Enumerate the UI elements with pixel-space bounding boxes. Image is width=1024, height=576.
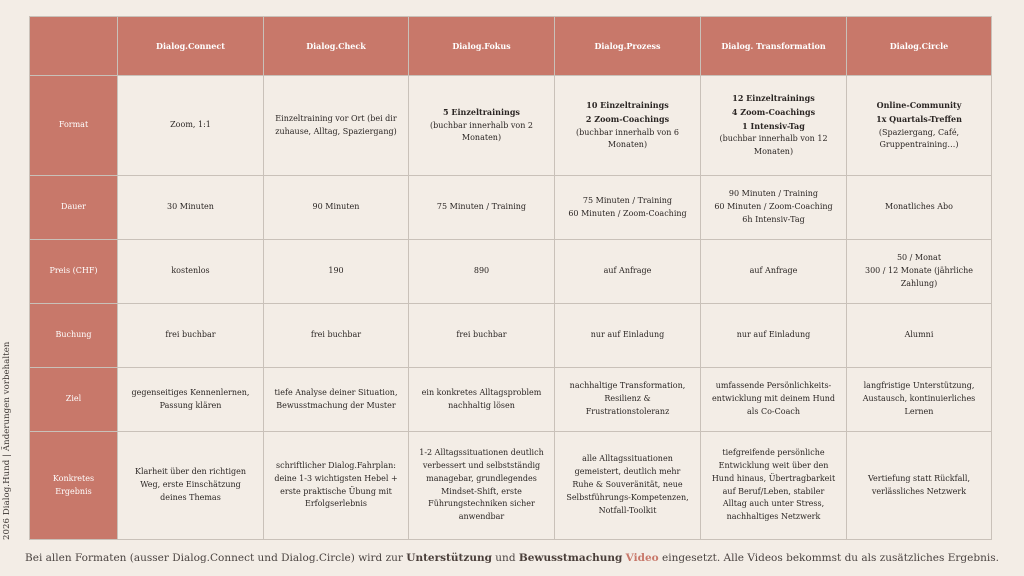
cell-buchung-transformation — [701, 304, 847, 368]
cell-ziel-check — [264, 368, 409, 432]
cell-dauer-check — [264, 176, 409, 240]
cell-buchung-fokus — [409, 304, 555, 368]
cell-line: 12 Einzeltrainings — [732, 92, 815, 103]
cell-line: auf Anfrage — [749, 266, 798, 276]
cell-line: 75 Minuten / Training — [582, 195, 673, 205]
column-header-circle: Dialog.Circle — [847, 17, 992, 76]
cell-line: schriftlicher Dialog.Fahrplan: — [276, 460, 396, 470]
cell-line: Selbstführungs-Kompetenzen, — [566, 492, 689, 502]
row-header-dauer: Dauer — [30, 176, 118, 240]
header-row — [30, 17, 992, 76]
row-header-ergebnis: Konkretes Ergebnis — [30, 432, 118, 540]
cell-buchung-circle — [847, 304, 992, 368]
cell-preis-fokus — [409, 240, 555, 304]
column-header-prozess: Dialog.Prozess — [555, 17, 701, 76]
corner-cell — [30, 17, 118, 76]
cell-line: Monatliches Abo — [885, 202, 953, 212]
cell-line: umfassende Persönlichkeits- — [715, 381, 832, 391]
row-preis — [30, 240, 992, 304]
cell-line: Führungstechniken sicher — [428, 499, 535, 509]
cell-line: nachhaltiges Netzwerk — [726, 512, 821, 522]
cell-line: auf Beruf/Leben, stabiler — [722, 486, 825, 496]
cell-line: 5 Einzeltrainings — [443, 106, 520, 117]
cell-line: als Co-Coach — [747, 406, 800, 416]
cell-line: ein konkretes Alltagsproblem — [421, 387, 542, 397]
footer-text-4: eingesetzt. Alle Videos bekommst du als zusätzliches Ergebnis. — [658, 552, 999, 564]
row-dauer — [30, 176, 992, 240]
cell-format-transformation — [701, 76, 847, 176]
cell-line: Zoom, 1:1 — [170, 120, 211, 130]
cell-line: 2 Zoom-Coachings — [585, 113, 670, 124]
cell-line: managebar, grundlegendes — [426, 473, 537, 483]
cell-line: 10 Einzeltrainings — [586, 99, 669, 110]
cell-line: 1x Quartals-Treffen — [876, 113, 962, 124]
row-header-buchung: Buchung — [30, 304, 118, 368]
cell-line: 60 Minuten / Zoom-Coaching — [714, 202, 833, 212]
cell-dauer-connect — [118, 176, 264, 240]
cell-line: 890 — [473, 266, 490, 276]
cell-line: Alltag auch unter Stress, — [722, 499, 825, 509]
cell-line: nachhaltige Transformation, — [569, 381, 686, 391]
cell-line: nur auf Einladung — [590, 330, 665, 340]
cell-ziel-connect — [118, 368, 264, 432]
cell-line: Online-Community — [876, 99, 962, 110]
offer-comparison-table — [29, 16, 992, 540]
cell-line: Monaten) — [753, 147, 794, 157]
cell-line: 90 Minuten — [312, 202, 360, 212]
cell-line: langfristige Unterstützung, — [863, 381, 975, 391]
cell-line: Vertiefung statt Rückfall, — [868, 473, 970, 483]
cell-line: verbessert und selbstständig — [422, 460, 541, 470]
cell-ergebnis-transformation — [701, 432, 847, 540]
copyright-side-note: 2026 Dialog.Hund | Änderungen vorbehalten — [2, 341, 12, 540]
row-format — [30, 76, 992, 176]
cell-line: Ruhe & Souveränität, neue — [572, 480, 683, 490]
cell-line: auf Anfrage — [603, 266, 652, 276]
row-header-format: Format — [30, 76, 118, 176]
cell-preis-transformation — [701, 240, 847, 304]
cell-dauer-prozess — [555, 176, 701, 240]
cell-line: Lernen — [904, 406, 934, 416]
cell-line: 1 Intensiv-Tag — [742, 120, 805, 131]
cell-line: zuhause, Alltag, Spaziergang) — [275, 126, 397, 136]
cell-line: Erfolgserlebnis — [304, 499, 367, 509]
cell-line: nachhaltig lösen — [448, 400, 515, 410]
cell-ziel-prozess — [555, 368, 701, 432]
cell-buchung-prozess — [555, 304, 701, 368]
cell-line: Resilienz & — [604, 394, 651, 404]
footer-emphasis-awareness: Bewusstmachung — [518, 552, 623, 564]
cell-line: Passung klären — [159, 400, 222, 410]
cell-format-check — [264, 76, 409, 176]
cell-line: Klarheit über den richtigen — [134, 467, 247, 477]
cell-ergebnis-check — [264, 432, 409, 540]
cell-line: (buchbar innerhalb von 6 — [576, 127, 679, 137]
row-buchung — [30, 304, 992, 368]
cell-line: nur auf Einladung — [736, 330, 811, 340]
cell-line: frei buchbar — [310, 330, 362, 340]
footer-text-1: Bei allen Formaten (ausser Dialog.Connect und Dialog.Circle) wird zur — [25, 552, 407, 564]
cell-line: entwicklung mit deinem Hund — [711, 394, 836, 404]
row-ergebnis — [30, 432, 992, 540]
cell-buchung-connect — [118, 304, 264, 368]
cell-line: frei buchbar — [165, 330, 216, 340]
row-header-preis: Preis (CHF) — [30, 240, 118, 304]
cell-format-circle — [847, 76, 992, 176]
cell-line: 6h Intensiv-Tag — [742, 214, 805, 224]
cell-line: 1-2 Alltagssituationen deutlich — [419, 447, 544, 457]
cell-line: gegenseitiges Kennenlernen, — [131, 387, 250, 397]
cell-line: Gruppentraining…) — [879, 140, 959, 150]
cell-line: 60 Minuten / Zoom-Coaching — [568, 208, 687, 218]
cell-ziel-circle — [847, 368, 992, 432]
cell-line: 190 — [328, 266, 344, 276]
cell-line: erste praktische Übung mit — [280, 486, 392, 496]
cell-preis-circle — [847, 240, 992, 304]
cell-ergebnis-fokus — [409, 432, 555, 540]
cell-line: anwendbar — [458, 512, 505, 522]
cell-dauer-transformation — [701, 176, 847, 240]
cell-ergebnis-circle — [847, 432, 992, 540]
cell-line: kostenlos — [171, 266, 210, 276]
column-header-fokus: Dialog.Fokus — [409, 17, 555, 76]
cell-ergebnis-prozess — [555, 432, 701, 540]
cell-line: 90 Minuten / Training — [728, 189, 819, 199]
cell-line: Weg, erste Einschätzung — [140, 480, 241, 490]
cell-line: frei buchbar — [456, 330, 507, 340]
cell-ergebnis-connect — [118, 432, 264, 540]
cell-format-connect — [118, 76, 264, 176]
cell-line: Hund hinaus, Übertragbarkeit — [711, 473, 836, 483]
row-header-ziel: Ziel — [30, 368, 118, 432]
cell-line: gemeistert, deutlich mehr — [574, 467, 681, 477]
cell-line: Mindset-Shift, erste — [441, 486, 522, 496]
cell-dauer-fokus — [409, 176, 555, 240]
cell-line: 30 Minuten — [167, 202, 214, 212]
cell-line: Alumni — [904, 330, 934, 340]
footer-text-2: und — [491, 552, 519, 564]
cell-line: 300 / 12 Monate (jährliche — [864, 266, 974, 276]
cell-line: 4 Zoom-Coachings — [731, 106, 816, 117]
cell-line: Bewusstmachung der Muster — [276, 400, 396, 410]
cell-line: tiefgreifende persönliche — [722, 447, 825, 457]
cell-line: (buchbar innerhalb von 12 — [719, 134, 828, 144]
cell-preis-connect — [118, 240, 264, 304]
cell-line: deines Themas — [160, 492, 221, 502]
cell-line: (Spaziergang, Café, — [878, 127, 960, 137]
cell-line: 75 Minuten / Training — [436, 202, 527, 212]
cell-line: Zahlung) — [900, 278, 938, 288]
cell-line: (buchbar innerhalb von 2 — [430, 120, 533, 130]
cell-line: Einzeltraining vor Ort (bei dir — [275, 113, 397, 123]
cell-ziel-fokus — [409, 368, 555, 432]
column-header-check: Dialog.Check — [264, 17, 409, 76]
column-header-connect: Dialog.Connect — [118, 17, 264, 76]
column-header-transformation: Dialog. Transformation — [701, 17, 847, 76]
cell-line: Notfall-Toolkit — [598, 505, 657, 515]
cell-line: verlässliches Netzwerk — [871, 486, 967, 496]
cell-buchung-check — [264, 304, 409, 368]
cell-line: alle Alltagssituationen — [582, 454, 673, 464]
cell-line: Frustrationstoleranz — [585, 406, 670, 416]
cell-line: deine 1-3 wichtigsten Hebel + — [274, 473, 398, 483]
cell-line: Entwicklung weit über den — [718, 460, 829, 470]
cell-line: Monaten) — [461, 133, 502, 143]
footer-note — [0, 552, 1024, 564]
cell-dauer-circle — [847, 176, 992, 240]
row-ziel — [30, 368, 992, 432]
cell-line: tiefe Analyse deiner Situation, — [274, 387, 398, 397]
cell-line: 50 / Monat — [896, 253, 942, 263]
cell-preis-check — [264, 240, 409, 304]
cell-line: Austausch, kontinuierliches — [862, 394, 976, 404]
cell-line: Monaten) — [607, 140, 648, 150]
cell-preis-prozess — [555, 240, 701, 304]
cell-format-prozess — [555, 76, 701, 176]
footer-video-highlight: Video — [625, 552, 659, 564]
footer-emphasis-support: Unterstützung — [406, 552, 492, 564]
cell-ziel-transformation — [701, 368, 847, 432]
cell-format-fokus — [409, 76, 555, 176]
